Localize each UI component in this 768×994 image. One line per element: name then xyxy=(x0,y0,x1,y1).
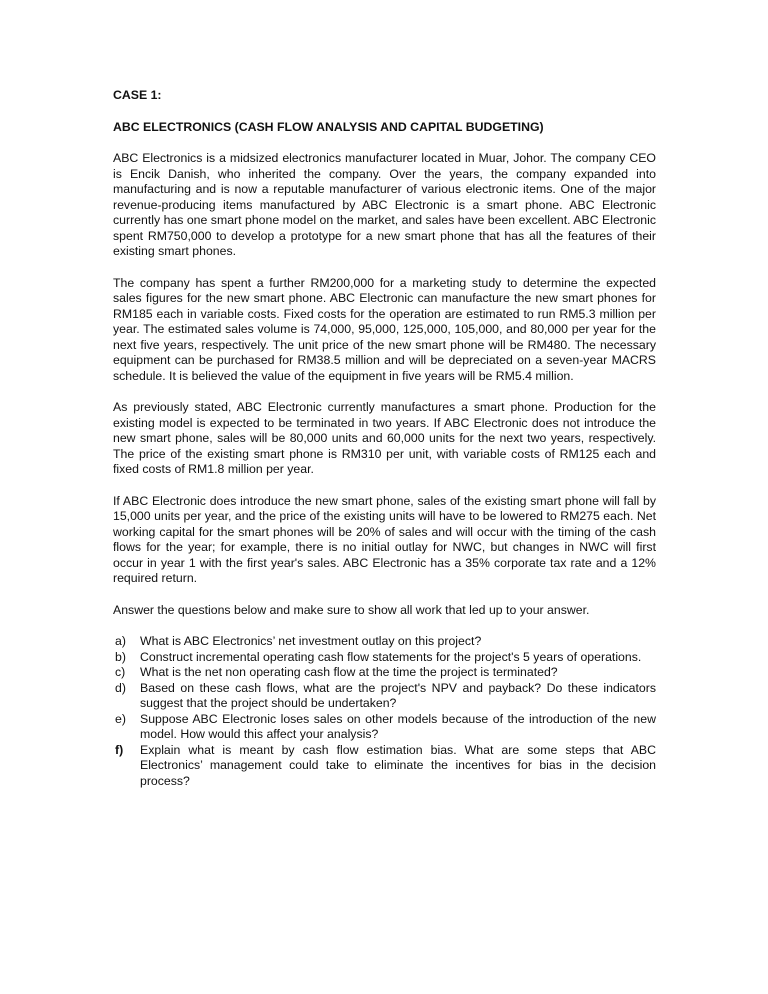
question-text: Suppose ABC Electronic loses sales on other models because of the introduction of the new model. How would this affect your analysis? xyxy=(140,711,656,741)
paragraph-instructions: Answer the questions below and make sure to show all work that led up to your answer. xyxy=(113,602,590,617)
paragraph-intro: ABC Electronics is a midsized electronics manufacturer located in Muar, Johor. The company CEO is Encik Danish, who inherited the company. Over the years, the company expanded into manufacturing and is now a reputable manufacturer of various electronic items. One of the major revenue-producing items manufactured by ABC Electronic is a smart phone. ABC Electronic currently has one smart phone model on the market, and sales have been excellent. ABC Electronic spent RM750,000 to develop a prototype for a new smart phone that has all the features of their existing smart phones. xyxy=(113,151,656,258)
question-item xyxy=(113,681,656,712)
question-item xyxy=(113,665,656,681)
paragraph-existing-phone: As previously stated, ABC Electronic currently manufactures a smart phone. Production for the existing model is expected to be terminated in two years. If ABC Electronic does not introduce the new smart phone, sales will be 80,000 units and 60,000 units for the next two years, respectively. The price of the existing smart phone is RM310 per unit, with variable costs of RM125 each and fixed costs of RM1.8 million per year. xyxy=(113,400,656,476)
question-text: What is the net non operating cash flow at the time the project is terminated? xyxy=(140,665,558,679)
question-list xyxy=(113,634,656,789)
question-letter: f) xyxy=(115,742,124,757)
case-title: ABC ELECTRONICS (CASH FLOW ANALYSIS AND CAPITAL BUDGETING) xyxy=(113,119,544,134)
question-text: Construct incremental operating cash flow statements for the project's 5 years of operations. xyxy=(140,649,642,664)
question-text: What is ABC Electronics’ net investment outlay on this project? xyxy=(140,634,482,648)
question-text: Explain what is meant by cash flow estimation bias. What are some steps that ABC Electronics’ management could take to eliminate the incentives for bias in the decision process? xyxy=(140,742,656,788)
question-item xyxy=(113,743,656,790)
question-letter: b) xyxy=(115,649,126,664)
paragraph-cannibalization-nwc: If ABC Electronic does introduce the new smart phone, sales of the existing smart phone will fall by 15,000 units per year, and the price of the existing units will have to be lowered to RM275 each. Net working capital for the smart phones will be 20% of sales and will occur with the timing of the cash flows for the year; for example, there is no initial outlay for NWC, but changes in NWC will first occur in year 1 with the first year's sales. ABC Electronic has a 35% corporate tax rate and a 12% required return. xyxy=(113,493,656,585)
question-letter: c) xyxy=(115,665,126,679)
question-item xyxy=(113,634,656,650)
question-letter: a) xyxy=(115,634,126,648)
document-page xyxy=(113,88,656,789)
case-label: CASE 1: xyxy=(113,88,162,102)
question-letter: e) xyxy=(115,711,126,726)
question-item xyxy=(113,650,656,666)
question-letter: d) xyxy=(115,680,126,695)
paragraph-new-phone-costs: The company has spent a further RM200,000 for a marketing study to determine the expected sales figures for the new smart phone. ABC Electronic can manufacture the new smart phones for RM185 each in variable costs. Fixed costs for the operation are estimated to run RM5.3 million per year. The estimated sales volume is 74,000, 95,000, 125,000, 105,000, and 80,000 per year for the next five years, respectively. The unit price of the new smart phone will be RM480. The necessary equipment can be purchased for RM38.5 million and will be depreciated on a seven-year MACRS schedule. It is believed the value of the equipment in five years will be RM5.4 million. xyxy=(113,275,656,383)
question-text: Based on these cash flows, what are the project's NPV and payback? Do these indicators suggest that the project should be undertaken? xyxy=(140,680,656,710)
question-item xyxy=(113,712,656,743)
